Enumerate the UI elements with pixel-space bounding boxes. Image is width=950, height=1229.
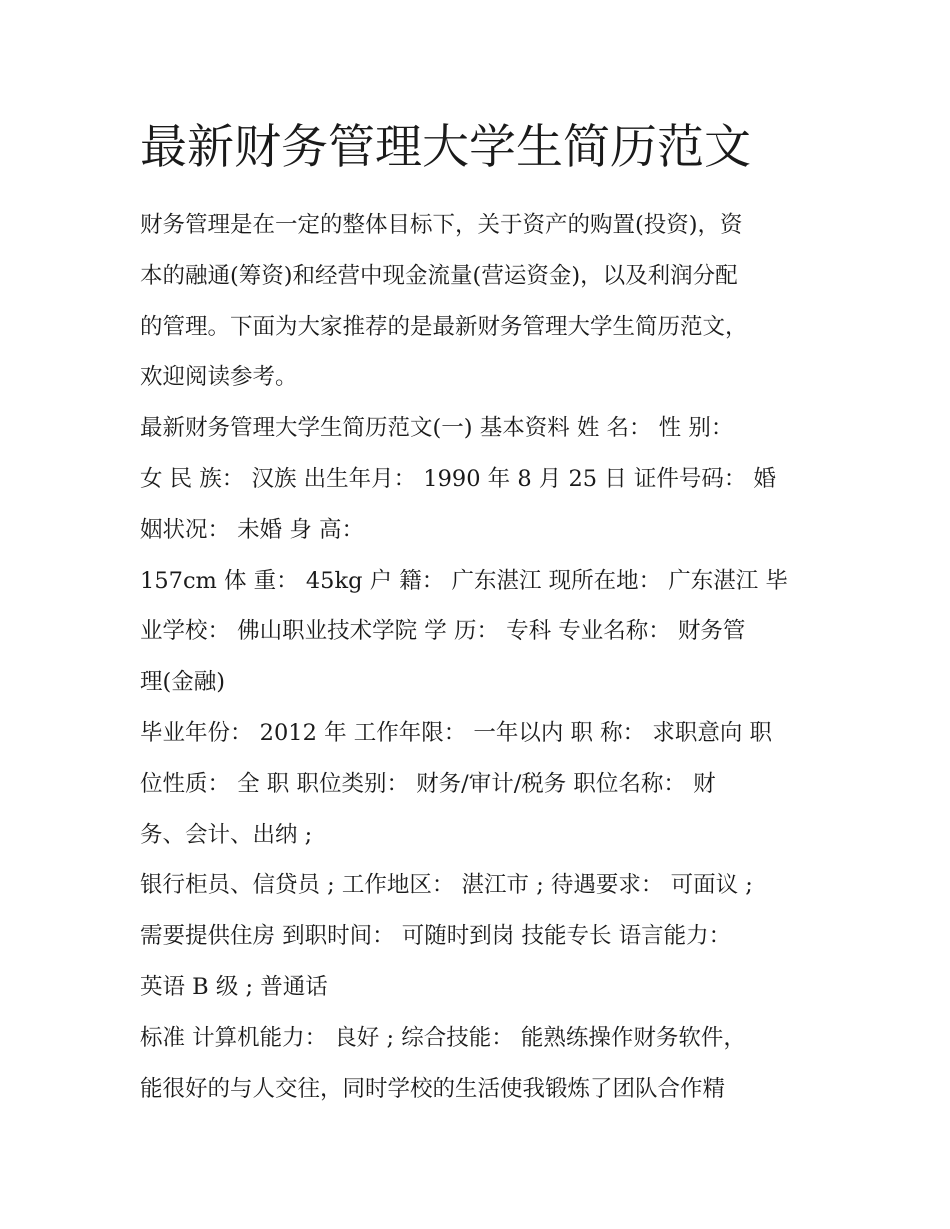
body-line: 标准 计算机能力： 良好 ; 综合技能： 能熟练操作财务软件， [140,1024,746,1051]
body-line: 能很好的与人交往，同时学校的生活使我锻炼了团队合作精 [140,1075,726,1102]
body-line: 女 民 族： 汉族 出生年月： 1990 年 8 月 25 日 证件号码： 婚 [140,465,777,492]
body-line: 157cm 体 重： 45kg 户 籍： 广东湛江 现所在地： 广东湛江 毕 [140,567,788,594]
body-line: 财务管理是在一定的整体目标下，关于资产的购置(投资)，资 [140,212,743,238]
body-line: 毕业年份： 2012 年 工作年限： 一年以内 职 称： 求职意向 职 [140,719,772,746]
body-line: 银行柜员、信贷员 ; 工作地区： 湛江市 ; 待遇要求： 可面议 ; [140,872,753,899]
document-content [140,112,812,1114]
body-line: 姻状况： 未婚 身 高： [140,516,364,543]
body-line: 英语 B 级 ; 普通话 [140,973,328,1000]
body-line: 务、会计、出纳 ; [140,821,313,848]
document-title: 最新财务管理大学生简历范文 [140,120,751,175]
body-line: 最新财务管理大学生简历范文(一) 基本资料 姓 名： 性 别： [140,415,734,442]
body-line: 理(金融) [140,669,226,696]
body-line: 本的融通(筹资)和经营中现金流量(营运资金)，以及利润分配 [140,262,738,289]
document-body [140,200,812,1114]
body-line: 业学校： 佛山职业技术学院 学 历： 专科 专业名称： 财务管 [140,618,746,645]
body-line: 欢迎阅读参考。 [140,364,298,391]
body-line: 位性质： 全 职 职位类别： 财务/审计/税务 职位名称： 财 [140,770,716,797]
body-line: 需要提供住房 到职时间： 可随时到岗 技能专长 语言能力： [140,923,732,950]
body-line: 的管理。下面为大家推荐的是最新财务管理大学生简历范文， [140,313,748,340]
